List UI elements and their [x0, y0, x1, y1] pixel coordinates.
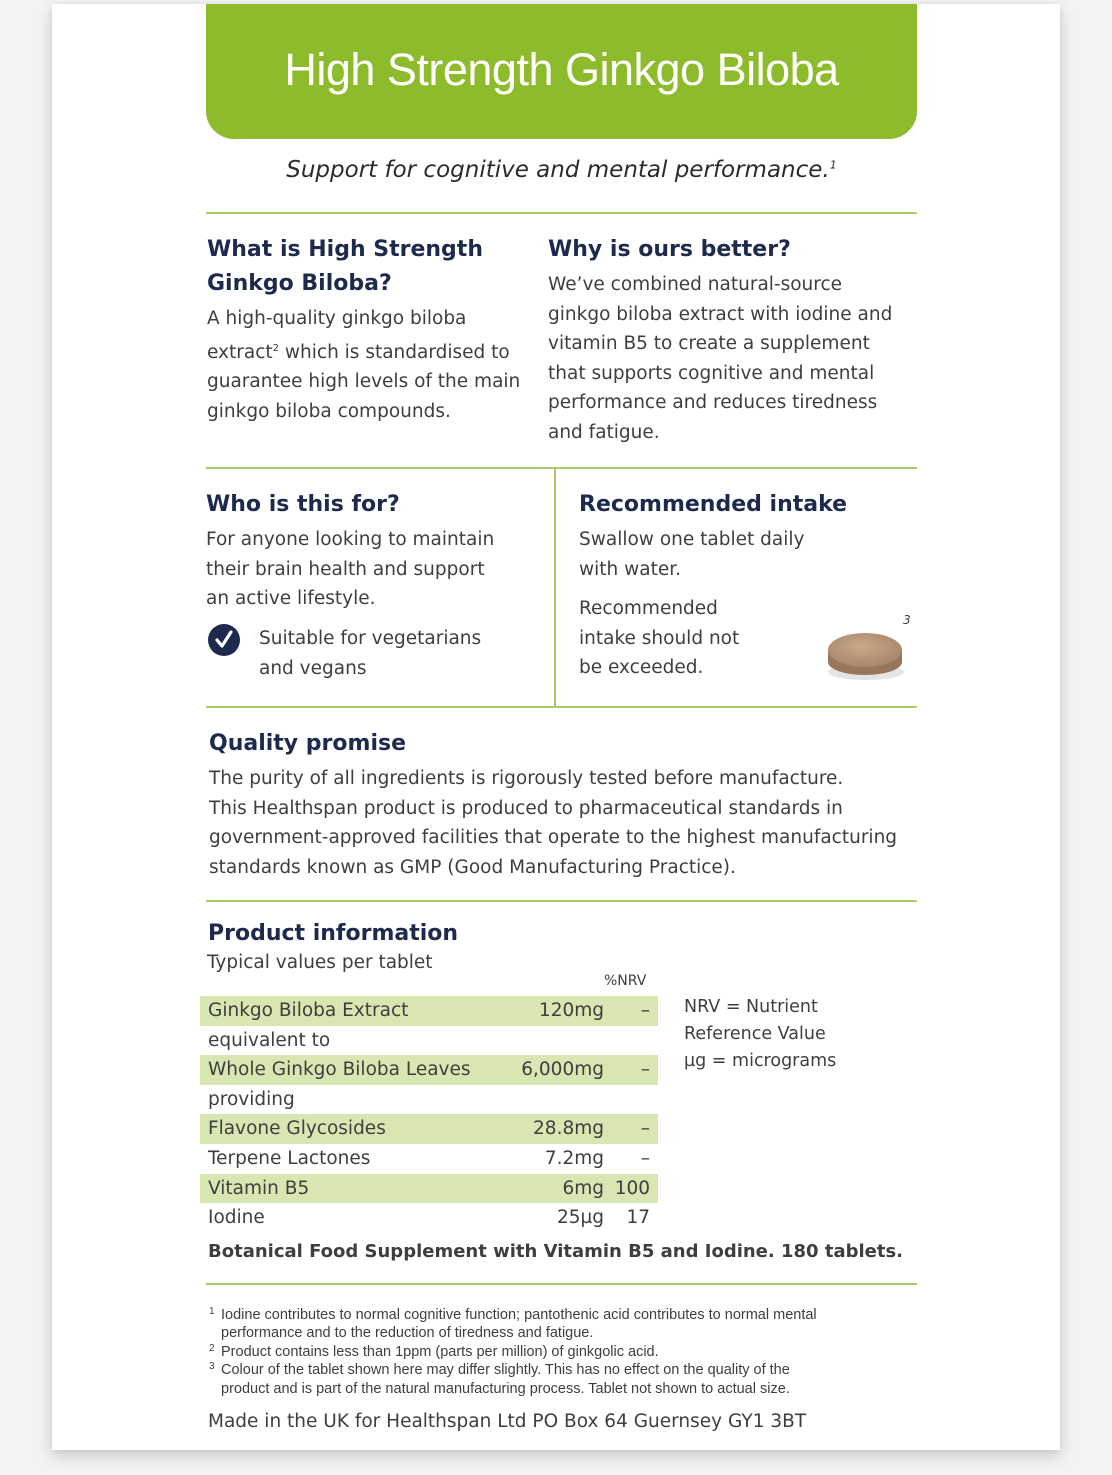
what-is-line: A high-quality ginkgo biloba — [207, 308, 467, 329]
row-name: Iodine — [208, 1207, 265, 1229]
table-row — [200, 1114, 658, 1144]
page-title: High Strength Ginkgo Biloba — [284, 43, 839, 95]
nrv-note-line: NRV = Nutrient — [684, 997, 818, 1017]
divider — [206, 900, 917, 902]
product-info-subheading: Typical values per tablet — [207, 952, 433, 973]
row-name: Flavone Glycosides — [208, 1118, 386, 1140]
table-row — [200, 1085, 658, 1115]
footnote — [208, 1343, 908, 1361]
row-amount: 28.8mg — [533, 1118, 604, 1140]
row-amount: 6mg — [562, 1177, 604, 1199]
what-is-line: guarantee high levels of the main — [207, 371, 521, 393]
divider — [206, 706, 917, 708]
table-row — [200, 996, 658, 1026]
what-is-heading — [207, 233, 483, 301]
why-better-line: vitamin B5 to create a supplement — [548, 333, 870, 355]
intake-text — [579, 525, 804, 584]
why-better-line: that supports cognitive and mental — [548, 362, 875, 384]
why-better-heading: Why is ours better? — [548, 237, 791, 262]
intake-warning-line: intake should not — [579, 627, 740, 649]
nrv-note — [684, 994, 836, 1075]
nrv-column-header: %NRV — [604, 973, 647, 989]
table-row — [200, 1055, 658, 1085]
row-name: equivalent to — [208, 1029, 331, 1051]
divider — [206, 212, 917, 214]
table-row — [200, 1174, 658, 1204]
check-circle-icon — [208, 624, 240, 656]
who-for-line: For anyone looking to maintain — [206, 529, 495, 550]
footnote-number: 2 — [209, 1342, 215, 1354]
footnotes — [208, 1306, 908, 1398]
tagline-text: Support for cognitive and mental performance. — [286, 157, 830, 183]
column-divider — [554, 469, 556, 706]
nrv-note-line: µg = micrograms — [684, 1051, 837, 1071]
footnote-number: 3 — [209, 1361, 215, 1373]
intake-warning — [579, 594, 739, 683]
product-info-heading: Product information — [208, 921, 459, 946]
row-name: Terpene Lactones — [208, 1147, 371, 1169]
product-panel — [52, 4, 1060, 1450]
footnote-ref: 2 — [272, 342, 280, 354]
who-for-line: their brain health and support — [206, 558, 485, 580]
tablet-footnote-ref: 3 — [903, 613, 911, 627]
row-nrv: – — [640, 1059, 650, 1081]
footnote — [208, 1306, 908, 1343]
who-for-text — [206, 525, 494, 614]
what-is-heading-line: What is High Strength — [207, 237, 483, 262]
row-nrv: 17 — [626, 1207, 650, 1229]
row-name: Whole Ginkgo Biloba Leaves — [208, 1059, 471, 1081]
intake-line: with water. — [579, 558, 682, 580]
row-nrv: – — [640, 1147, 650, 1169]
table-row — [200, 1144, 658, 1174]
intake-warning-line: Recommended — [579, 598, 718, 619]
why-better-line: performance and reduces tiredness — [548, 392, 878, 414]
who-for-line: an active lifestyle. — [206, 588, 376, 610]
what-is-text — [207, 304, 520, 427]
row-name: Ginkgo Biloba Extract — [208, 1000, 409, 1021]
row-name: Vitamin B5 — [208, 1177, 310, 1199]
what-is-line: ginkgo biloba compounds. — [207, 400, 451, 422]
intake-heading: Recommended intake — [579, 492, 848, 517]
row-amount: 120mg — [538, 1000, 604, 1021]
quality-heading: Quality promise — [209, 731, 407, 756]
table-row — [200, 1026, 658, 1056]
row-name: providing — [208, 1088, 295, 1110]
footnote-line: product and is part of the natural manufacturing process. Tablet not shown to actual size. — [221, 1380, 790, 1397]
vegetarian-note — [259, 624, 481, 683]
what-is-line: extract — [207, 341, 273, 363]
why-better-line: ginkgo biloba extract with iodine and — [548, 303, 893, 325]
row-nrv: – — [640, 1000, 650, 1021]
table-row — [200, 1203, 658, 1233]
tablet-image — [826, 622, 906, 682]
quality-line: standards known as GMP (Good Manufacturing Practice). — [209, 856, 736, 878]
quality-text — [209, 764, 897, 882]
quality-line: government-approved facilities that operate to the highest manufacturing — [209, 827, 898, 849]
row-amount: 25µg — [556, 1207, 604, 1229]
intake-line: Swallow one tablet daily — [579, 529, 805, 550]
quality-line: The purity of all ingredients is rigorously tested before manufacture. — [209, 768, 844, 789]
row-amount: 7.2mg — [544, 1147, 604, 1169]
nrv-note-line: Reference Value — [684, 1024, 826, 1044]
footnote-line: Iodine contributes to normal cognitive function; pantothenic acid contributes to normal mental — [221, 1307, 817, 1323]
nutrition-table — [200, 996, 658, 1233]
footnote-line: performance and to the reduction of tiredness and fatigue. — [221, 1325, 594, 1342]
footnote — [208, 1361, 908, 1398]
vegetarian-note-line: Suitable for vegetarians — [259, 628, 482, 649]
intake-warning-line: be exceeded. — [579, 657, 704, 679]
what-is-line: which is standardised to — [279, 341, 510, 363]
divider — [206, 467, 917, 469]
why-better-line: and fatigue. — [548, 421, 660, 443]
tagline-footnote-ref: 1 — [829, 158, 837, 172]
row-nrv: 100 — [614, 1177, 650, 1199]
tagline — [206, 157, 917, 183]
divider — [206, 1283, 917, 1285]
footnote-number: 1 — [209, 1306, 215, 1317]
header-banner — [206, 4, 917, 139]
footnote-line: Product contains less than 1ppm (parts per million) of ginkgolic acid. — [221, 1343, 659, 1360]
why-better-text — [548, 270, 892, 448]
product-summary: Botanical Food Supplement with Vitamin B5 and Iodine. 180 tablets. — [208, 1241, 904, 1262]
what-is-heading-line: Ginkgo Biloba? — [207, 271, 392, 296]
manufacturer-address: Made in the UK for Healthspan Ltd PO Box 64 Guernsey GY1 3BT — [208, 1411, 807, 1432]
vegetarian-note-line: and vegans — [259, 657, 367, 679]
why-better-line: We’ve combined natural-source — [548, 274, 843, 295]
footnote-line: Colour of the tablet shown here may differ slightly. This has no effect on the quality of the — [221, 1362, 790, 1379]
row-nrv: – — [640, 1118, 650, 1140]
row-amount: 6,000mg — [521, 1059, 604, 1081]
who-for-heading: Who is this for? — [206, 492, 400, 517]
quality-line: This Healthspan product is produced to pharmaceutical standards in — [209, 797, 843, 819]
